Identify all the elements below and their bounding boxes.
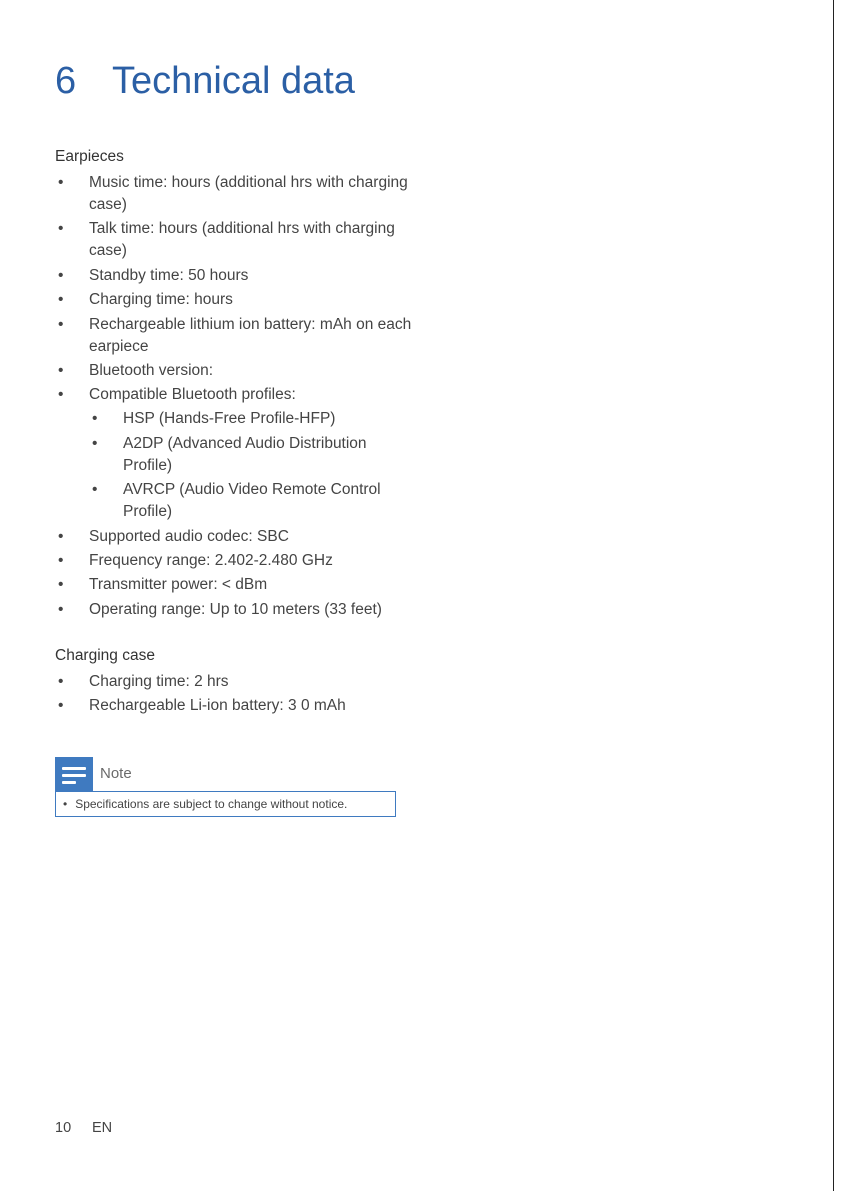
bullet: • bbox=[58, 600, 64, 618]
page-title bbox=[55, 60, 355, 103]
page-edge-rule bbox=[833, 0, 845, 1191]
chapter-title: Technical data bbox=[112, 60, 355, 102]
list-item-case-charging-time bbox=[55, 671, 415, 693]
item-text: Standby time: 50 hours bbox=[89, 266, 249, 284]
item-text: Charging time: hours bbox=[89, 291, 233, 309]
item-text: Supported audio codec: SBC bbox=[89, 527, 289, 545]
charging-case-list bbox=[55, 671, 415, 717]
list-item-case-battery bbox=[55, 695, 415, 717]
chapter-number: 6 bbox=[55, 60, 77, 102]
charging-case-heading: Charging case bbox=[55, 647, 155, 665]
item-text: Music time: hours (additional hrs with charging case) bbox=[89, 174, 408, 213]
item-text: AVRCP (Audio Video Remote Control Profile) bbox=[123, 481, 381, 521]
note-callout bbox=[55, 757, 396, 817]
list-item-battery bbox=[55, 314, 415, 358]
note-header bbox=[55, 757, 396, 791]
list-item-talk-time bbox=[55, 218, 415, 262]
note-text: Specifications are subject to change without notice. bbox=[75, 797, 348, 811]
profiles-sublist bbox=[89, 408, 415, 523]
earpieces-heading: Earpieces bbox=[55, 148, 124, 165]
note-box bbox=[55, 791, 396, 817]
item-text: HSP (Hands-Free Profile-HFP) bbox=[123, 410, 336, 428]
item-text: Rechargeable Li-ion battery: 3 0 mAh bbox=[89, 697, 346, 715]
item-text: Bluetooth version: bbox=[89, 361, 214, 379]
bullet: • bbox=[58, 576, 64, 594]
bullet: • bbox=[58, 386, 64, 404]
item-text: Operating range: Up to 10 meters (33 feet) bbox=[89, 600, 382, 618]
bullet: • bbox=[63, 797, 68, 811]
list-item-transmitter-power bbox=[55, 574, 415, 596]
profile-item-a2dp bbox=[89, 433, 415, 477]
earpieces-list bbox=[55, 172, 415, 621]
list-item-bluetooth-profiles bbox=[55, 384, 415, 523]
list-item-bluetooth-version bbox=[55, 360, 415, 382]
item-text: Transmitter power: < dBm bbox=[89, 576, 268, 594]
item-text: Frequency range: 2.402-2.480 GHz bbox=[89, 551, 333, 569]
bullet: • bbox=[58, 266, 64, 284]
bullet: • bbox=[58, 361, 64, 379]
list-item-charging-time bbox=[55, 289, 415, 311]
bullet: • bbox=[92, 481, 98, 499]
item-text: Talk time: hours (additional hrs with charging case) bbox=[89, 220, 395, 260]
bullet: • bbox=[58, 315, 64, 333]
bullet: • bbox=[58, 174, 64, 191]
bullet: • bbox=[58, 220, 64, 238]
list-item-frequency-range bbox=[55, 550, 415, 572]
profile-item-avrcp bbox=[89, 479, 415, 523]
bullet: • bbox=[58, 551, 64, 569]
note-label: Note bbox=[100, 765, 132, 782]
item-text: Charging time: 2 hrs bbox=[89, 673, 229, 691]
bullet: • bbox=[92, 434, 98, 452]
bullet: • bbox=[58, 697, 64, 715]
language-code: EN bbox=[92, 1120, 113, 1136]
section-gap bbox=[55, 623, 415, 647]
list-item-operating-range bbox=[55, 599, 415, 621]
bullet: • bbox=[58, 673, 64, 691]
list-item-music-time bbox=[55, 172, 415, 216]
bullet: • bbox=[92, 410, 98, 428]
bullet: • bbox=[58, 527, 64, 545]
profile-item-hsp bbox=[89, 408, 415, 430]
list-item-standby-time bbox=[55, 265, 415, 287]
item-text: Rechargeable lithium ion battery: mAh on each earpiece bbox=[89, 315, 412, 355]
page-footer bbox=[55, 1120, 112, 1136]
list-item-audio-codec bbox=[55, 526, 415, 548]
spec-content bbox=[55, 148, 415, 720]
page-number: 10 bbox=[55, 1120, 72, 1136]
bullet: • bbox=[58, 291, 64, 309]
item-text: A2DP (Advanced Audio Distribution Profile) bbox=[123, 434, 367, 474]
note-icon bbox=[55, 757, 93, 791]
item-text: Compatible Bluetooth profiles: bbox=[89, 386, 296, 404]
